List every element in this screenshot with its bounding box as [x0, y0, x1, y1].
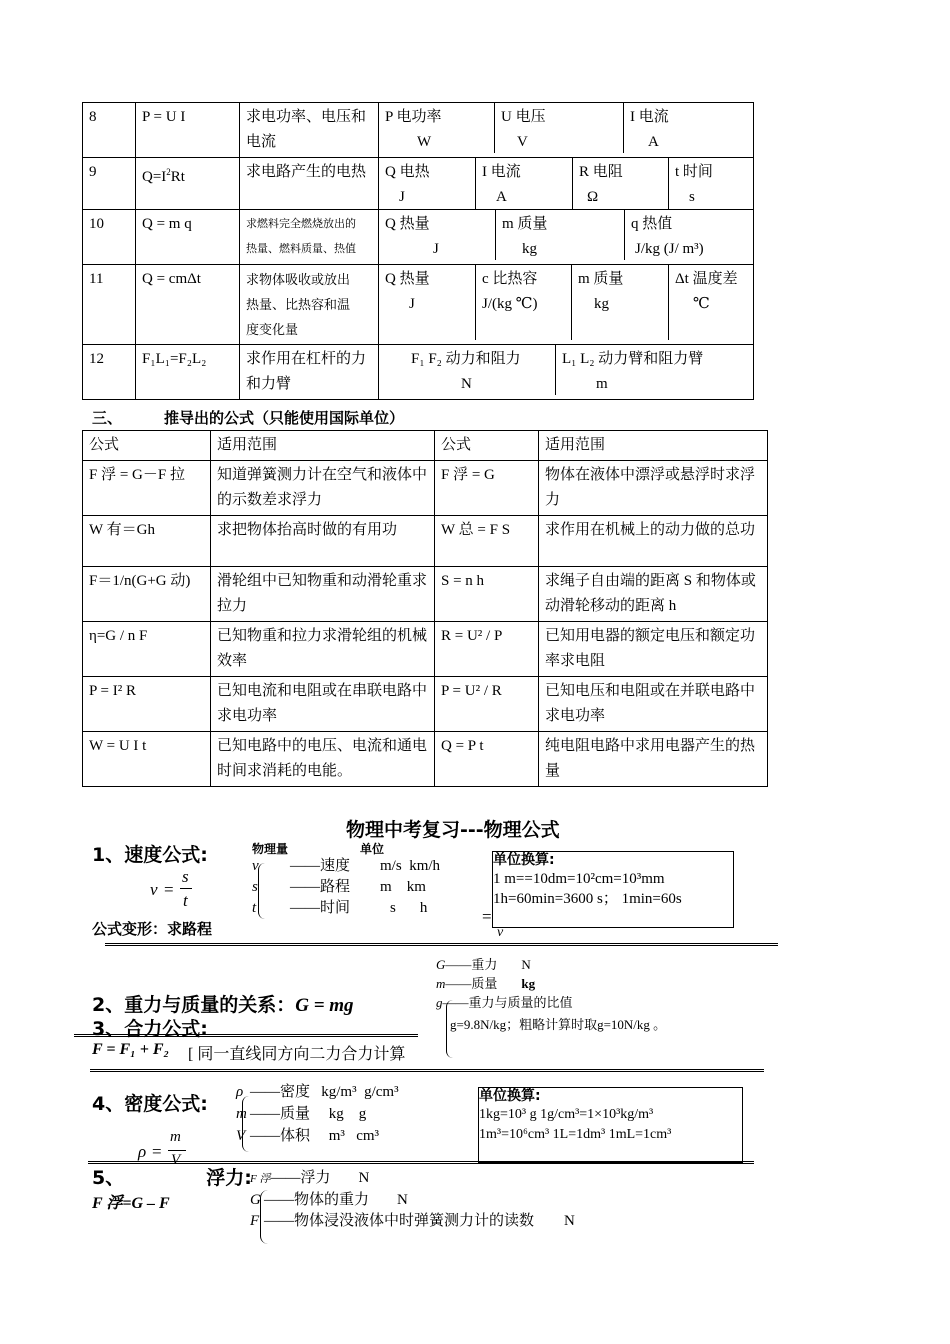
scope-cell: 求把物体抬高时做的有用功	[211, 516, 435, 567]
table-row	[83, 158, 754, 210]
var-unit: A	[648, 134, 659, 150]
row-number: 8	[83, 103, 136, 158]
var-name: L₁ L₂ 动力臂和阻力臂	[562, 351, 704, 367]
var-unit: J/(kg ℃)	[482, 296, 538, 312]
column-header: 公式	[435, 431, 539, 461]
formula-cell: Q = cmΔt	[136, 265, 240, 345]
table-row	[83, 677, 768, 732]
var-unit: J	[409, 296, 415, 312]
scope-cell: 滑轮组中已知物重和动滑轮重求拉力	[211, 567, 435, 622]
scope-cell: 求电路产生的电热	[240, 158, 379, 210]
var-name: P 电功率	[385, 109, 442, 125]
scope-cell: 求作用在杠杆的力和力臂	[240, 345, 379, 400]
formula-cell: $Q=I^2Rt$	[136, 158, 240, 210]
formula-cell: Q = m q	[136, 210, 240, 265]
column-header: 单位	[360, 842, 385, 856]
formula-cell: F₁L₁=F₂L₂	[136, 345, 240, 400]
section-label: 2、重力与质量的关系：G = mg	[92, 994, 354, 1016]
row-number: 10	[83, 210, 136, 265]
formula-cell: F＝1/n(G+G 动)	[83, 567, 211, 622]
vars-cell	[379, 265, 754, 345]
vars-cell	[379, 345, 754, 400]
derived-formula-table	[82, 430, 768, 787]
buoyancy-formula: F 浮=G – F	[92, 1195, 170, 1212]
var-name: q 热值	[631, 216, 673, 232]
scope-cell: 求电功率、电压和电流	[240, 103, 379, 158]
table-row	[83, 345, 754, 400]
scope-cell: 求绳子自由端的距离 S 和物体或动滑轮移动的距离 h	[539, 567, 768, 622]
formula-cell: R = U² / P	[435, 622, 539, 677]
formula-cell: P = I² R	[83, 677, 211, 732]
formula-cell: η=G / n F	[83, 622, 211, 677]
scope-cell: 知道弹簧测力计在空气和液体中的示数差求浮力	[211, 461, 435, 516]
var-name: Q 热量	[385, 216, 430, 232]
var-unit: A	[496, 189, 507, 205]
formula-table-1	[82, 102, 754, 400]
column-header: 物理量	[252, 842, 289, 856]
scope-cell: 已知电流和电阻或在串联电路中求电功率	[211, 677, 435, 732]
variable-list: ρ ——密度 kg/m³ g/cm³ m ——质量 kg g V ——体积 m³ cm³	[236, 1084, 399, 1144]
scope-cell: 已知用电器的额定电压和额定功率求电阻	[539, 622, 768, 677]
resultant-note: [ 同一直线同方向二力合力计算	[188, 1046, 406, 1063]
variable-list: F 浮——浮力 N G ——物体的重力 N F ——物体浸没液体中时弹簧测力计的读数 N	[250, 1170, 575, 1229]
var-name: I 电流	[630, 109, 669, 125]
column-header: 公式	[83, 431, 211, 461]
table-row	[83, 210, 754, 265]
var-unit: Ω	[587, 189, 599, 205]
var-unit: s	[689, 189, 695, 205]
section-label: 1、速度公式:	[92, 844, 208, 866]
var-name: t 时间	[675, 164, 713, 180]
variable-list: v ——速度 m/s km/h s ——路程 m km t ——时间 s h	[252, 858, 441, 916]
section-label: 5、 浮力:	[92, 1167, 252, 1189]
vars-cell	[379, 158, 754, 210]
unit-conversion-box: 单位换算: 1kg=10³ g 1g/cm³=1×10³kg/m³ 1m³=10⁶cm³ 1L=1dm³ 1mL=1cm³	[478, 1087, 743, 1163]
divider	[74, 1034, 418, 1037]
scope-cell: 求作用在机械上的动力做的总功	[539, 516, 768, 567]
table-row	[83, 516, 768, 567]
var-name: m 质量	[578, 271, 624, 287]
formula-cell: W = U I t	[83, 732, 211, 787]
formula-cell: F 浮 = G－F 拉	[83, 461, 211, 516]
section-heading: 三、 推导出的公式（只能使用国际单位）	[92, 409, 405, 427]
column-header: 适用范围	[539, 431, 768, 461]
divider	[105, 943, 778, 946]
formula-cell: F 浮 = G	[435, 461, 539, 516]
vars-cell	[379, 210, 754, 265]
var-unit: kg	[522, 241, 537, 257]
row-number: 9	[83, 158, 136, 210]
var-name: Q 热量	[385, 271, 430, 287]
table-row	[83, 103, 754, 158]
var-unit: J/kg (J/ m³)	[635, 241, 704, 257]
var-unit: J	[433, 241, 439, 257]
formula-cell: P = U² / R	[435, 677, 539, 732]
formula-cell: P = U I	[136, 103, 240, 158]
table-row	[83, 265, 754, 345]
g-note: g=9.8N/kg；粗略计算时取g=10N/kg 。	[450, 1017, 667, 1032]
var-name: I 电流	[482, 164, 521, 180]
row-number: 11	[83, 265, 136, 345]
var-unit: m	[596, 376, 608, 392]
scope-cell: 求燃料完全燃烧放出的 热量、燃料质量、热值	[240, 210, 379, 265]
formula-variation: 公式变形：求路程	[92, 920, 213, 938]
formula-cell: Q = P t	[435, 732, 539, 787]
var-name: Q 电热	[385, 164, 430, 180]
table-row	[83, 622, 768, 677]
scope-cell: 已知电路中的电压、电流和通电时间求消耗的电能。	[211, 732, 435, 787]
resultant-formula: F = F₁ + F₂	[92, 1041, 170, 1058]
unit-conversion-box: 单位换算: 1 m==10dm=10²cm=10³mm 1h=60min=3600 s； 1min=60s	[492, 851, 734, 928]
scope-cell: 已知物重和拉力求滑轮组的机械效率	[211, 622, 435, 677]
formula-fragment: v	[497, 925, 504, 940]
formula-cell: S = n h	[435, 567, 539, 622]
column-header: 适用范围	[211, 431, 435, 461]
brace-icon	[260, 1190, 269, 1244]
var-name: c 比热容	[482, 271, 538, 287]
table-row	[83, 567, 768, 622]
row-number: 12	[83, 345, 136, 400]
section-label: 4、密度公式:	[92, 1093, 208, 1115]
var-name: m 质量	[502, 216, 548, 232]
scope-cell: 求物体吸收或放出 热量、比热容和温 度变化量	[240, 265, 379, 345]
vars-cell	[379, 103, 754, 158]
formula-cell: W 有＝Gh	[83, 516, 211, 567]
var-name: U 电压	[501, 109, 546, 125]
formula-fragment: =	[482, 907, 492, 926]
scope-cell: 纯电阻电路中求用电器产生的热量	[539, 732, 768, 787]
var-name: Δt 温度差	[675, 271, 738, 287]
divider	[90, 1069, 764, 1072]
var-name: F₁ F₂ 动力和阻力	[411, 351, 521, 367]
scope-cell: 物体在液体中漂浮或悬浮时求浮力	[539, 461, 768, 516]
section-label: 3、合力公式:	[92, 1018, 208, 1040]
var-unit: V	[517, 134, 528, 150]
table-row	[83, 461, 768, 516]
var-name: R 电阻	[579, 164, 623, 180]
table-row	[83, 732, 768, 787]
var-unit: N	[461, 376, 472, 392]
formula-cell: W 总 = F S	[435, 516, 539, 567]
var-unit: kg	[594, 296, 609, 312]
variable-list: G——重力 N m——质量 kg g——重力与质量的比值	[436, 957, 573, 1010]
scope-cell: 已知电压和电阻或在并联电路中求电功率	[539, 677, 768, 732]
table-header-row	[83, 431, 768, 461]
var-unit: ℃	[693, 296, 710, 312]
page-title: 物理中考复习---物理公式	[346, 819, 560, 841]
var-unit: W	[417, 134, 432, 150]
var-unit: J	[399, 189, 405, 205]
